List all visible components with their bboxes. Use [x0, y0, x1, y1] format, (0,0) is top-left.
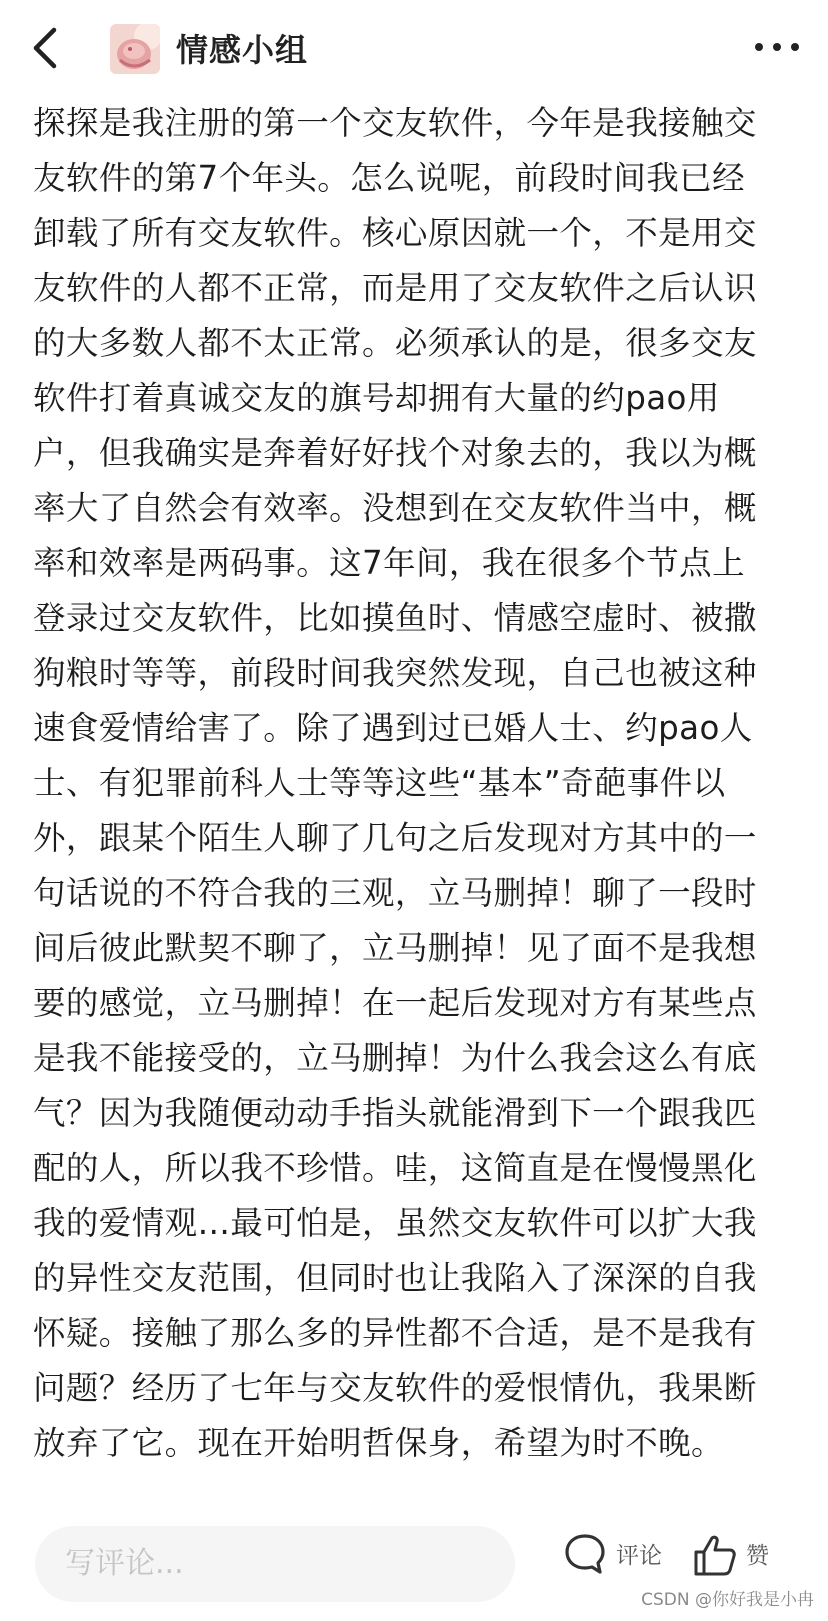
post-line: 是我不能接受的，立马删掉！为什么我会这么有底: [33, 1039, 757, 1077]
post-line: 外，跟某个陌生人聊了几句之后发现对方其中的一: [33, 819, 757, 857]
thumbs-up-icon: [690, 1530, 740, 1580]
post-line: 速食爱情给害了。除了遇到过已婚人士、约pao人: [33, 709, 753, 747]
post-body: [33, 96, 803, 1471]
post-line: 率大了自然会有效率。没想到在交友软件当中，概: [33, 489, 757, 527]
more-horizontal-icon: [752, 32, 802, 62]
post-line: 户，但我确实是奔着好好找个对象去的，我以为概: [33, 434, 757, 472]
comment-label: 评论: [616, 1543, 662, 1569]
group-name[interactable]: 情感小组: [176, 31, 309, 69]
top-bar: [0, 0, 828, 96]
post-line: 我的爱情观…最可怕是，虽然交友软件可以扩大我: [33, 1204, 757, 1242]
post-line: 的大多数人都不太正常。必须承认的是，很多交友: [33, 324, 757, 362]
post-line: 狗粮时等等，前段时间我突然发现，自己也被这种: [33, 654, 757, 692]
post-line: 友软件的第7个年头。怎么说呢，前段时间我已经: [33, 159, 745, 197]
post-line: 友软件的人都不正常，而是用了交友软件之后认识: [33, 269, 757, 307]
comment-button[interactable]: [562, 1530, 674, 1586]
comment-bubble-icon: [562, 1530, 608, 1580]
post-line: 怀疑。接触了那么多的异性都不合适，是不是我有: [33, 1314, 757, 1352]
post-line: 登录过交友软件，比如摸鱼时、情感空虚时、被撒: [33, 599, 757, 637]
back-button[interactable]: [26, 24, 66, 72]
post-line: 要的感觉，立马删掉！在一起后发现对方有某些点: [33, 984, 757, 1022]
post-line: 气？因为我随便动动手指头就能滑到下一个跟我匹: [33, 1094, 757, 1132]
chevron-left-icon: [26, 24, 66, 72]
post-line: 软件打着真诚交友的旗号却拥有大量的约pao用: [33, 379, 720, 417]
like-label: 赞: [746, 1543, 769, 1569]
post-line: 放弃了它。现在开始明哲保身，希望为时不晚。: [33, 1424, 724, 1462]
watermark: CSDN @你好我是小冉: [641, 1590, 814, 1610]
post-line: 卸载了所有交友软件。核心原因就一个，不是用交: [33, 214, 757, 252]
post-line: 句话说的不符合我的三观，立马删掉！聊了一段时: [33, 874, 757, 912]
more-options-button[interactable]: [752, 32, 802, 62]
group-avatar[interactable]: [110, 24, 160, 74]
group-avatar-image: [110, 24, 160, 74]
post-line: 的异性交友范围，但同时也让我陷入了深深的自我: [33, 1259, 757, 1297]
like-button[interactable]: [690, 1530, 800, 1586]
post-line: 问题？经历了七年与交友软件的爱恨情仇，我果断: [33, 1369, 757, 1407]
post-line: 配的人，所以我不珍惜。哇，这简直是在慢慢黑化: [33, 1149, 757, 1187]
post-line: 间后彼此默契不聊了，立马删掉！见了面不是我想: [33, 929, 757, 967]
comment-input[interactable]: 写评论...: [35, 1526, 515, 1602]
post-line: 士、有犯罪前科人士等等这些“基本”奇葩事件以: [33, 764, 726, 802]
post-line: 率和效率是两码事。这7年间，我在很多个节点上: [33, 544, 745, 582]
post-line: 探探是我注册的第一个交友软件，今年是我接触交: [33, 104, 757, 142]
